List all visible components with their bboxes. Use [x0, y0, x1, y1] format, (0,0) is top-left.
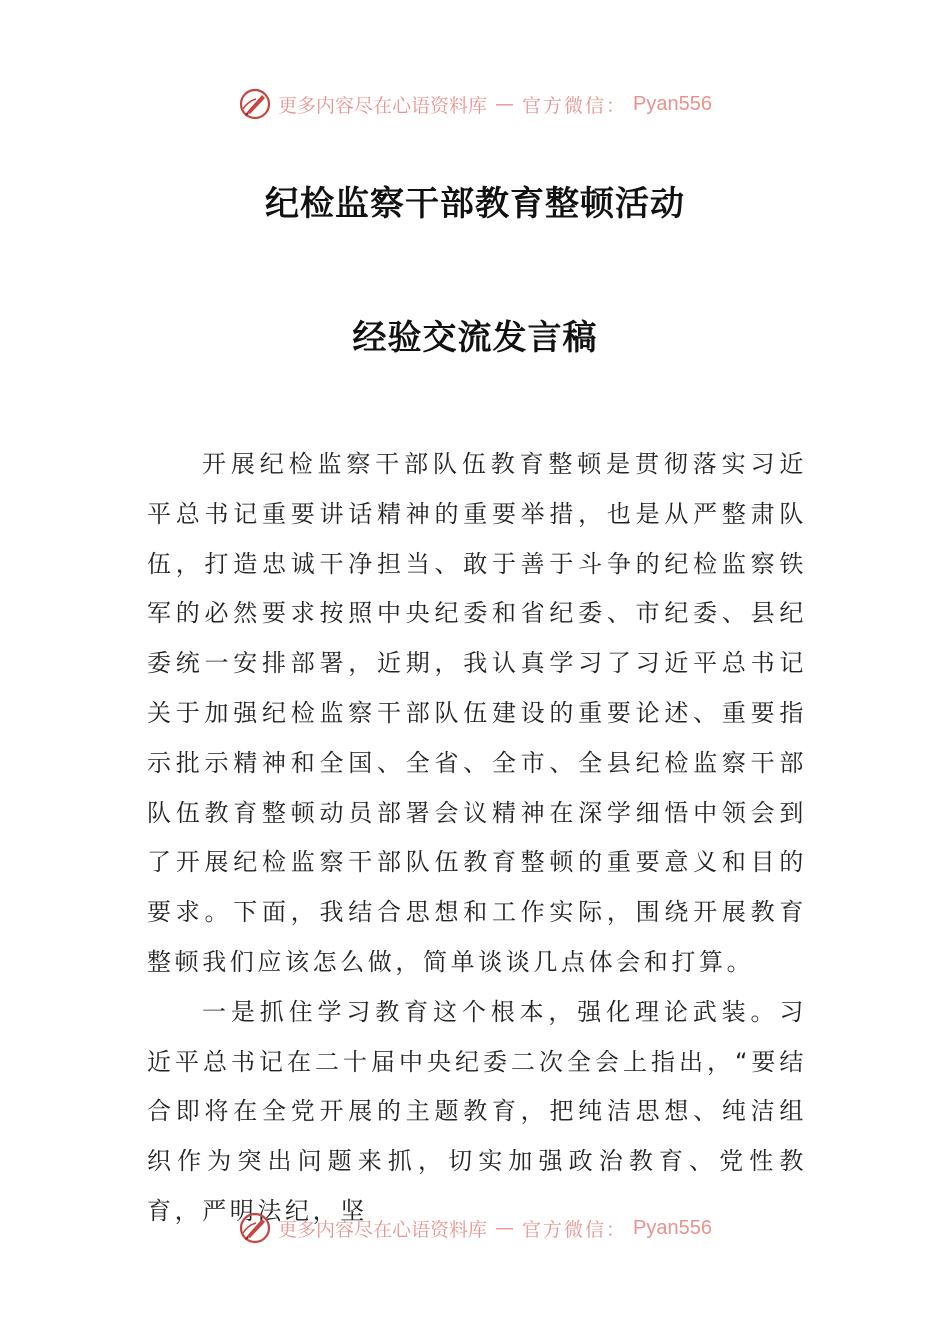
pen-logo-icon — [238, 1211, 272, 1245]
watermark-wechat-id: Pyan556 — [633, 1216, 712, 1239]
watermark-wechat-id: Pyan556 — [633, 92, 712, 115]
watermark-wechat-label: 官方微信： — [522, 1218, 628, 1241]
watermark-text: 更多内容尽在心语资料库 — [278, 94, 488, 117]
paragraph-point-one: 一是抓住学习教育这个根本，强化理论武装。习近平总书记在二十届中央纪委二次全会上指出，“要结合即将在全党开展的主题教育，把纯洁思想、纯洁组织作为突出问题来抓，切实加强政治教育、党性教育，严明法纪，坚 — [147, 997, 807, 1225]
document-title-line2: 经验交流发言稿 — [352, 318, 598, 358]
pen-logo-icon — [238, 87, 272, 121]
watermark-text: 更多内容尽在心语资料库 — [278, 1218, 488, 1241]
watermark-banner-top — [0, 82, 950, 126]
paragraph-intro: 开展纪检监察干部队伍教育整顿是贯彻落实习近平总书记重要讲话精神的重要举措，也是从严整肃队伍，打造忠诚干净担当、敢于善于斗争的纪检监察铁军的必然要求按照中央纪委和省纪委、市纪委、县纪委统一安排部署，近期，我认真学习了习近平总书记关于加强纪检监察干部队伍建设的重要论述、重要指示批示精神和全国、全省、全市、全县纪检监察干部队伍教育整顿动员部署会议精神在深学细悟中领会到了开展纪检监察干部队伍教育整顿的重要意义和目的要求。下面，我结合思想和工作实际，围绕开展教育整顿我们应该怎么做，简单谈谈几点体会和打算。 — [147, 450, 807, 976]
watermark-separator: — — [495, 93, 515, 115]
watermark-banner-bottom — [0, 1206, 950, 1250]
document-body — [147, 440, 807, 1237]
watermark-separator: — — [495, 1217, 515, 1239]
document-title-line1: 纪检监察干部教育整顿活动 — [265, 184, 685, 224]
watermark-wechat-label: 官方微信： — [522, 94, 628, 117]
